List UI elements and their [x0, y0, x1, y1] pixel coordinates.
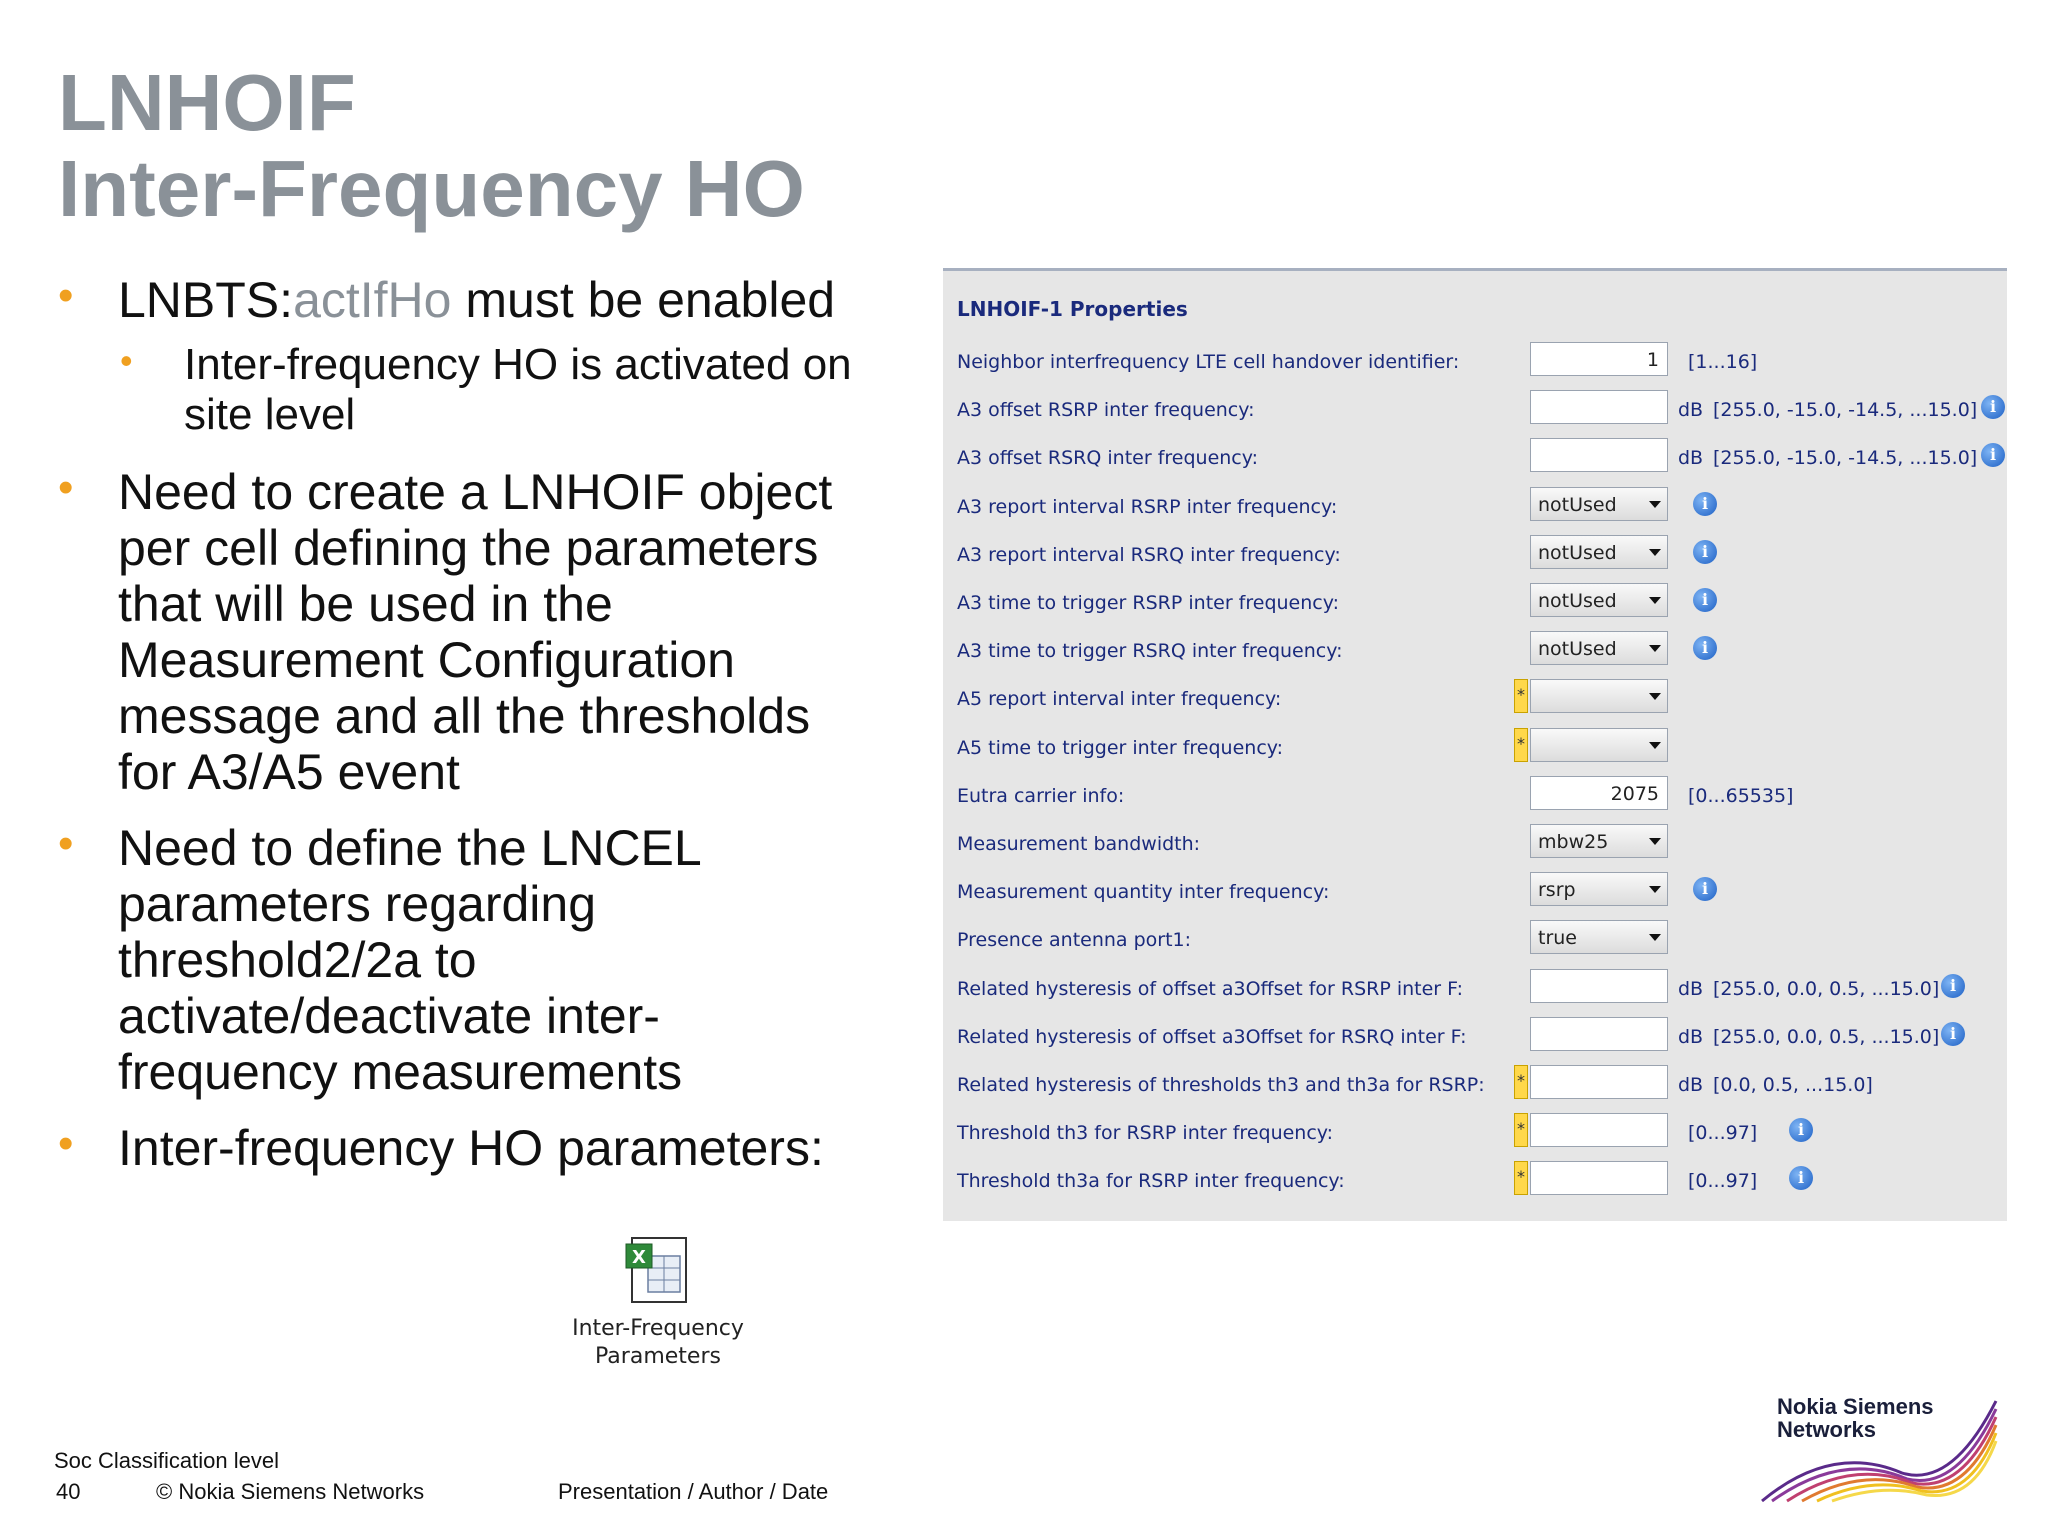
property-label: Related hysteresis of offset a3Offset for RSRQ inter F: [957, 1025, 1467, 1048]
panel-title: LNHOIF-1 Properties [957, 297, 1188, 321]
properties-panel [943, 268, 2007, 1221]
range-label: [0...65535] [1688, 784, 1794, 807]
info-icon[interactable]: i [1941, 1022, 1965, 1046]
property-label: A3 offset RSRQ inter frequency: [957, 447, 1259, 470]
title-line-1: LNHOIF [58, 58, 356, 147]
property-dropdown[interactable] [1530, 679, 1668, 713]
property-dropdown[interactable]: true [1530, 920, 1668, 954]
property-label: Eutra carrier info: [957, 784, 1125, 807]
property-input[interactable] [1530, 1017, 1668, 1051]
range-label: [255.0, -15.0, -14.5, ...15.0] [1713, 447, 1978, 470]
bullet-item: • Need to create a LNHOIF object per cell defining the parameters that will be used in the Measurement Configuration message and all the thresholds for A3/A5 event [58, 464, 878, 800]
bullet-dot-icon: • [120, 340, 133, 381]
property-input[interactable] [1530, 1065, 1668, 1099]
property-row [943, 580, 2007, 628]
chevron-down-icon [1649, 742, 1661, 749]
property-dropdown[interactable]: notUsed [1530, 631, 1668, 665]
chevron-down-icon [1649, 597, 1661, 604]
nokia-siemens-wave-logo [1752, 1393, 2002, 1503]
property-row [943, 821, 2007, 869]
info-icon[interactable]: i [1789, 1166, 1813, 1190]
slide-title [58, 60, 805, 232]
bullet-list [58, 272, 878, 1196]
info-icon[interactable]: i [1693, 492, 1717, 516]
company-logo-text: Nokia Siemens Networks [1777, 1394, 1934, 1442]
required-marker: * [1514, 728, 1528, 762]
range-label: [0...97] [1688, 1170, 1758, 1193]
range-label: [255.0, 0.0, 0.5, ...15.0] [1713, 977, 1940, 1000]
presentation-info: Presentation / Author / Date [558, 1479, 829, 1504]
info-icon[interactable]: i [1693, 540, 1717, 564]
property-label: Presence antenna port1: [957, 929, 1192, 952]
info-icon[interactable]: i [1693, 877, 1717, 901]
bullet-dot-icon: • [58, 271, 74, 320]
info-icon[interactable]: i [1789, 1118, 1813, 1142]
range-label: [1...16] [1688, 351, 1758, 373]
property-row [943, 917, 2007, 965]
excel-file-icon[interactable] [624, 1236, 692, 1304]
property-row [943, 869, 2007, 917]
chevron-down-icon [1649, 693, 1661, 700]
title-line-2: Inter-Frequency HO [58, 144, 805, 233]
property-dropdown[interactable] [1530, 728, 1668, 762]
required-marker: * [1514, 1113, 1528, 1147]
property-row [943, 966, 2007, 1014]
required-marker: * [1514, 679, 1528, 713]
required-marker: * [1514, 1161, 1528, 1195]
property-row [943, 1110, 2007, 1158]
bullet-item: • Inter-frequency HO parameters: [58, 1120, 878, 1176]
classification-label: Soc Classification level [54, 1448, 279, 1473]
property-row [943, 484, 2007, 532]
bullet-dot-icon: • [58, 819, 74, 868]
range-label: [0...97] [1688, 1122, 1758, 1145]
chevron-down-icon [1649, 549, 1661, 556]
chevron-down-icon [1649, 838, 1661, 845]
sub-bullet-item: • Inter-frequency HO is activated on site level [58, 340, 878, 440]
unit-label: dB [1678, 399, 1704, 422]
chevron-down-icon [1649, 501, 1661, 508]
unit-label: dB [1678, 1025, 1704, 1048]
property-input[interactable]: 1 [1530, 342, 1668, 376]
property-row [943, 387, 2007, 435]
property-row [943, 725, 2007, 773]
range-label: [255.0, 0.0, 0.5, ...15.0] [1713, 1025, 1940, 1048]
property-label: Measurement bandwidth: [957, 833, 1201, 855]
property-label: A5 report interval inter frequency: [957, 688, 1282, 711]
property-dropdown[interactable]: notUsed [1530, 583, 1668, 617]
unit-label: dB [1678, 977, 1704, 1000]
info-icon[interactable]: i [1693, 636, 1717, 660]
copyright: © Nokia Siemens Networks [156, 1479, 425, 1504]
property-row [943, 773, 2007, 821]
property-dropdown[interactable]: mbw25 [1530, 824, 1668, 858]
chevron-down-icon [1649, 934, 1661, 941]
property-input[interactable] [1530, 1161, 1668, 1195]
svg-text:X: X [632, 1247, 646, 1268]
property-row [943, 1158, 2007, 1206]
property-label: Measurement quantity inter frequency: [957, 881, 1330, 904]
parameter-name: actIfHo [293, 272, 452, 328]
property-dropdown[interactable]: rsrp [1530, 872, 1668, 906]
info-icon[interactable]: i [1941, 974, 1965, 998]
property-row [943, 532, 2007, 580]
property-label: A3 report interval RSRP inter frequency: [957, 495, 1338, 518]
property-input[interactable]: 2075 [1530, 776, 1668, 810]
property-dropdown[interactable]: notUsed [1530, 535, 1668, 569]
bullet-item: • LNBTS:actIfHo must be enabled [58, 272, 878, 328]
unit-label: dB [1678, 447, 1704, 470]
property-label: A3 offset RSRP inter frequency: [957, 399, 1255, 422]
chevron-down-icon [1649, 645, 1661, 652]
bullet-item: • Need to define the LNCEL parameters regarding threshold2/2a to activate/deactivate inter-frequency measurements [58, 820, 878, 1100]
property-row [943, 1014, 2007, 1062]
property-label: A3 report interval RSRQ inter frequency: [957, 543, 1341, 566]
property-row [943, 628, 2007, 676]
property-row [943, 1062, 2007, 1110]
info-icon[interactable]: i [1693, 588, 1717, 612]
property-input[interactable] [1530, 969, 1668, 1003]
range-label: [255.0, -15.0, -14.5, ...15.0] [1713, 399, 1978, 422]
property-row [943, 676, 2007, 724]
property-label: Related hysteresis of thresholds th3 and th3a for RSRP: [957, 1074, 1485, 1096]
unit-label: dB [1678, 1074, 1704, 1096]
range-label: [0.0, 0.5, ...15.0] [1713, 1074, 1873, 1096]
property-label: Neighbor interfrequency LTE cell handover identifier: [957, 351, 1460, 373]
bullet-dot-icon: • [58, 463, 74, 512]
property-label: A5 time to trigger inter frequency: [957, 736, 1284, 759]
property-label: Related hysteresis of offset a3Offset for RSRP inter F: [957, 977, 1464, 1000]
property-label: Threshold th3 for RSRP inter frequency: [957, 1122, 1334, 1145]
property-label: Threshold th3a for RSRP inter frequency: [957, 1170, 1345, 1193]
property-row [943, 339, 2007, 387]
page-number: 40 [56, 1479, 81, 1504]
info-icon[interactable]: i [1981, 443, 2005, 467]
property-label: A3 time to trigger RSRQ inter frequency: [957, 640, 1343, 663]
property-row [943, 435, 2007, 483]
info-icon[interactable]: i [1981, 395, 2005, 419]
property-input[interactable] [1530, 390, 1668, 424]
property-input[interactable] [1530, 438, 1668, 472]
property-dropdown[interactable]: notUsed [1530, 487, 1668, 521]
property-input[interactable] [1530, 1113, 1668, 1147]
property-label: A3 time to trigger RSRP inter frequency: [957, 592, 1339, 614]
bullet-dot-icon: • [58, 1119, 74, 1168]
required-marker: * [1514, 1065, 1528, 1099]
chevron-down-icon [1649, 886, 1661, 893]
attachment-caption: Inter-Frequency Parameters [572, 1316, 744, 1369]
